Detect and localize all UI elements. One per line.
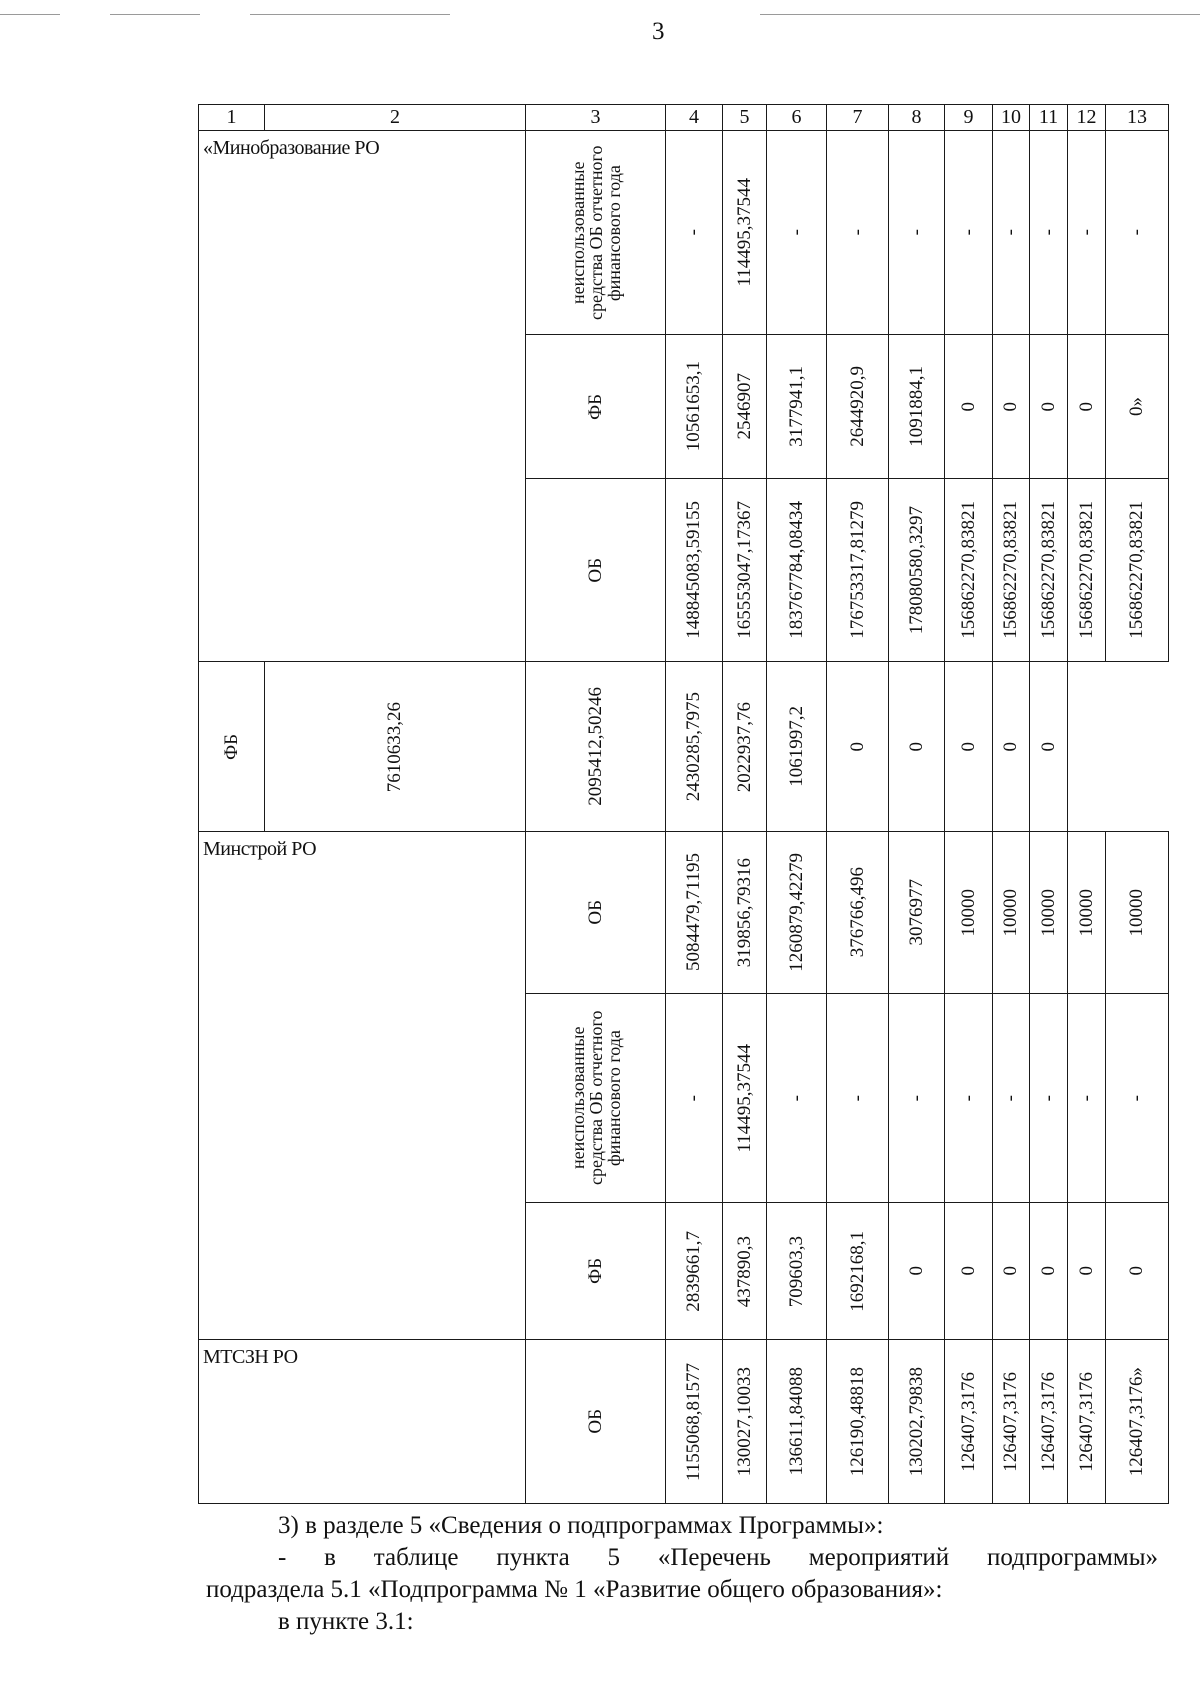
value-text: 1692168,1 xyxy=(846,1230,868,1312)
scan-artifact xyxy=(250,14,450,15)
value-cell xyxy=(1068,1340,1106,1504)
value-text: 3177941,1 xyxy=(785,366,807,447)
value-cell xyxy=(1068,478,1106,661)
value-text: 319856,79316 xyxy=(733,857,755,968)
responsible-entity-label: Минстрой РО xyxy=(203,838,317,861)
value-cell xyxy=(666,662,723,832)
value-text: - xyxy=(1000,1094,1021,1101)
value-cell xyxy=(767,993,827,1202)
value-cell xyxy=(1106,1202,1169,1339)
value-text: 126407,3176» xyxy=(1126,1367,1147,1477)
value-text: - xyxy=(1126,1094,1147,1101)
funding-table xyxy=(198,104,1169,1504)
scan-artifact xyxy=(110,14,200,15)
value-text: 2095412,50246 xyxy=(584,687,606,807)
column-number-9: 9 xyxy=(945,105,993,131)
value-cell xyxy=(945,478,993,661)
value-cell xyxy=(526,662,666,832)
value-cell xyxy=(993,335,1030,479)
value-text: 0 xyxy=(957,741,979,752)
value-cell xyxy=(889,832,945,993)
value-cell xyxy=(993,131,1030,335)
funding-table-wrap xyxy=(198,104,1168,1504)
value-cell xyxy=(723,1202,767,1339)
value-text: 10000 xyxy=(1037,888,1059,937)
funding-source-label: ФБ xyxy=(584,393,606,420)
value-cell xyxy=(827,478,889,661)
value-text: 2546907 xyxy=(733,373,755,440)
value-text: 183767784,08434 xyxy=(785,501,807,639)
value-cell xyxy=(1068,832,1106,993)
value-text: 156862270,83821 xyxy=(1126,501,1147,639)
value-cell xyxy=(889,478,945,661)
value-cell xyxy=(1106,1340,1169,1504)
value-text: - xyxy=(846,1094,868,1101)
value-text: 2430285,7975 xyxy=(683,692,704,802)
funding-source-label: ФБ xyxy=(584,1258,606,1285)
funding-source-cell xyxy=(526,131,666,335)
value-cell xyxy=(666,335,723,479)
value-text: 10000 xyxy=(1000,888,1021,937)
column-number-7: 7 xyxy=(827,105,889,131)
value-cell xyxy=(827,1340,889,1504)
value-cell xyxy=(1106,993,1169,1202)
value-text: 2022937,76 xyxy=(733,701,755,792)
value-cell xyxy=(723,662,767,832)
text-line-item-3-1: в пункте 3.1: xyxy=(278,1608,414,1635)
value-cell xyxy=(993,662,1030,832)
funding-source-cell xyxy=(526,1202,666,1339)
value-text: 126407,3176 xyxy=(957,1371,979,1472)
value-text: 10000 xyxy=(1075,888,1097,937)
value-cell xyxy=(666,131,723,335)
value-text: 0 xyxy=(1075,1266,1097,1276)
column-number-8: 8 xyxy=(889,105,945,131)
column-number-6: 6 xyxy=(767,105,827,131)
value-text: - xyxy=(1037,1094,1059,1101)
value-text: 114495,37544 xyxy=(733,1043,755,1153)
column-number-13: 13 xyxy=(1106,105,1169,131)
value-text: 156862270,83821 xyxy=(1000,501,1021,639)
value-cell xyxy=(1068,1202,1106,1339)
value-cell xyxy=(827,993,889,1202)
value-text: 5084479,71195 xyxy=(683,853,704,972)
value-cell xyxy=(723,993,767,1202)
funding-source-cell xyxy=(526,993,666,1202)
value-cell xyxy=(723,478,767,661)
value-text: 0 xyxy=(1075,401,1097,412)
value-text: 10561653,1 xyxy=(683,361,704,452)
value-cell xyxy=(1106,478,1169,661)
value-text: - xyxy=(905,229,927,236)
value-text: 178080580,3297 xyxy=(905,505,927,635)
value-text: 176753317,81279 xyxy=(846,501,868,639)
value-text: - xyxy=(683,229,704,236)
funding-source-label: ОБ xyxy=(584,557,606,583)
value-cell xyxy=(1068,993,1106,1202)
value-cell xyxy=(827,662,889,832)
value-text: 126407,3176 xyxy=(1075,1371,1097,1472)
text-line-table-item-5: - в таблице пункта 5 «Перечень мероприятий подпрограммы» xyxy=(278,1544,1158,1571)
funding-source-cell xyxy=(526,335,666,479)
value-cell xyxy=(945,662,993,832)
column-number-4: 4 xyxy=(666,105,723,131)
value-text: - xyxy=(683,1094,704,1101)
funding-source-cell xyxy=(199,662,265,832)
value-text: 1091884,1 xyxy=(905,366,927,447)
value-text: 0 xyxy=(846,741,868,752)
value-cell xyxy=(945,131,993,335)
value-text: 0 xyxy=(1126,1266,1147,1276)
value-cell xyxy=(889,131,945,335)
value-cell xyxy=(1030,993,1068,1202)
value-text: 0 xyxy=(1000,1266,1021,1276)
column-number-10: 10 xyxy=(993,105,1030,131)
table-row xyxy=(199,131,1169,335)
value-cell xyxy=(767,478,827,661)
value-cell xyxy=(889,335,945,479)
value-text: 0 xyxy=(957,401,979,412)
table-row xyxy=(199,662,1169,832)
value-text: 709603,3 xyxy=(785,1235,807,1307)
value-cell xyxy=(1030,1202,1068,1339)
value-cell xyxy=(723,131,767,335)
funding-source-label: ОБ xyxy=(584,1409,606,1434)
value-text: 10000 xyxy=(957,888,979,937)
value-text: 3076977 xyxy=(905,879,927,946)
value-cell xyxy=(827,832,889,993)
value-cell xyxy=(1106,832,1169,993)
value-text: 126407,3176 xyxy=(1000,1371,1021,1472)
responsible-entity-label: МТСЗН РО xyxy=(203,1346,298,1369)
value-cell xyxy=(767,1202,827,1339)
value-text: 156862270,83821 xyxy=(957,501,979,639)
value-cell xyxy=(723,335,767,479)
value-text: 0 xyxy=(905,741,927,752)
value-cell xyxy=(1030,1340,1068,1504)
value-cell xyxy=(945,1340,993,1504)
value-text: 2839661,7 xyxy=(683,1230,704,1312)
value-cell xyxy=(889,662,945,832)
value-text: 0» xyxy=(1126,397,1147,417)
value-text: 130027,10033 xyxy=(733,1367,755,1477)
value-cell xyxy=(723,1340,767,1504)
value-cell xyxy=(889,1202,945,1339)
value-text: 0 xyxy=(957,1266,979,1276)
column-number-11: 11 xyxy=(1030,105,1068,131)
value-cell xyxy=(1030,662,1068,832)
value-cell xyxy=(945,1202,993,1339)
value-text: 156862270,83821 xyxy=(1037,501,1059,639)
value-cell xyxy=(945,832,993,993)
table-row xyxy=(199,1340,1169,1504)
value-text: 114495,37544 xyxy=(733,178,755,287)
value-text: 130202,79838 xyxy=(905,1367,927,1477)
value-cell xyxy=(666,993,723,1202)
value-text: - xyxy=(957,229,979,236)
value-text: 1155068,81577 xyxy=(683,1362,704,1481)
value-cell xyxy=(993,832,1030,993)
text-line-section-5: 3) в разделе 5 «Сведения о подпрограммах Программы»: xyxy=(278,1512,884,1539)
funding-source-label: неиспользованные средства ОБ отчетного финансового года xyxy=(567,1010,624,1186)
responsible-entity-cell xyxy=(199,131,526,662)
value-text: 0 xyxy=(1000,401,1021,412)
funding-source-cell xyxy=(526,832,666,993)
value-cell xyxy=(993,478,1030,661)
column-number-5: 5 xyxy=(723,105,767,131)
value-cell xyxy=(666,1202,723,1339)
value-cell xyxy=(1030,478,1068,661)
value-cell xyxy=(666,478,723,661)
value-text: 148845083,59155 xyxy=(683,501,704,639)
value-cell xyxy=(827,335,889,479)
value-cell xyxy=(1068,335,1106,479)
value-text: 0 xyxy=(1037,401,1059,412)
value-text: - xyxy=(1075,1094,1097,1101)
value-cell xyxy=(666,1340,723,1504)
value-text: 0 xyxy=(1037,741,1059,752)
value-text: 10000 xyxy=(1126,888,1147,937)
page-number: 3 xyxy=(652,18,665,45)
value-text: - xyxy=(785,229,807,236)
value-text: 1061997,2 xyxy=(785,706,807,788)
responsible-entity-label: «Минобразование РО xyxy=(203,137,380,160)
table-row xyxy=(199,832,1169,993)
value-cell xyxy=(993,1340,1030,1504)
value-cell xyxy=(1068,131,1106,335)
responsible-entity-cell xyxy=(199,832,526,1340)
value-text: 1260879,42279 xyxy=(785,853,807,972)
value-text: 0 xyxy=(1000,741,1021,752)
document-body xyxy=(206,1510,1158,1638)
value-text: 0 xyxy=(905,1266,927,1276)
value-text: - xyxy=(1126,229,1147,236)
value-cell xyxy=(945,335,993,479)
value-text: 126407,3176 xyxy=(1037,1371,1059,1472)
column-number-2: 2 xyxy=(265,105,526,131)
funding-source-cell xyxy=(526,1340,666,1504)
value-text: - xyxy=(1037,229,1059,236)
column-number-3: 3 xyxy=(526,105,666,131)
value-cell xyxy=(1030,131,1068,335)
value-cell xyxy=(993,993,1030,1202)
value-cell xyxy=(1030,832,1068,993)
value-text: - xyxy=(785,1094,807,1101)
scan-artifact xyxy=(760,14,1200,15)
value-cell xyxy=(827,131,889,335)
funding-source-label: ФБ xyxy=(220,733,242,760)
responsible-entity-cell xyxy=(199,1340,526,1504)
value-cell xyxy=(1106,335,1169,479)
value-cell xyxy=(1030,335,1068,479)
text-line-subsection-5-1: подраздела 5.1 «Подпрограмма № 1 «Развитие общего образования»: xyxy=(206,1576,943,1603)
value-text: 156862270,83821 xyxy=(1075,501,1097,639)
value-text: 376766,496 xyxy=(846,867,868,958)
value-text: 126190,48818 xyxy=(846,1367,868,1477)
value-cell xyxy=(1106,131,1169,335)
value-cell xyxy=(889,993,945,1202)
value-cell xyxy=(666,832,723,993)
value-cell xyxy=(889,1340,945,1504)
value-cell xyxy=(767,662,827,832)
value-text: 7610633,26 xyxy=(384,701,405,792)
value-cell xyxy=(767,131,827,335)
funding-source-label: ОБ xyxy=(584,900,606,925)
value-cell xyxy=(723,832,767,993)
value-cell xyxy=(265,662,526,832)
value-text: 437890,3 xyxy=(733,1235,755,1307)
value-cell xyxy=(767,832,827,993)
value-text: - xyxy=(957,1094,979,1101)
scan-artifact xyxy=(0,14,60,15)
value-text: 136611,84088 xyxy=(785,1367,807,1476)
value-text: 2644920,9 xyxy=(846,366,868,447)
funding-source-cell xyxy=(526,478,666,661)
value-cell xyxy=(827,1202,889,1339)
value-text: 165553047,17367 xyxy=(733,501,755,639)
column-number-12: 12 xyxy=(1068,105,1106,131)
column-number-1: 1 xyxy=(199,105,265,131)
value-text: - xyxy=(846,229,868,236)
value-text: - xyxy=(905,1094,927,1101)
value-cell xyxy=(945,993,993,1202)
value-cell xyxy=(767,1340,827,1504)
value-cell xyxy=(993,1202,1030,1339)
value-text: - xyxy=(1075,229,1097,236)
value-cell xyxy=(767,335,827,479)
value-text: - xyxy=(1000,229,1021,236)
value-text: 0 xyxy=(1037,1266,1059,1276)
column-number-row xyxy=(199,105,1169,131)
funding-source-label: неиспользованные средства ОБ отчетного финансового года xyxy=(567,145,624,320)
